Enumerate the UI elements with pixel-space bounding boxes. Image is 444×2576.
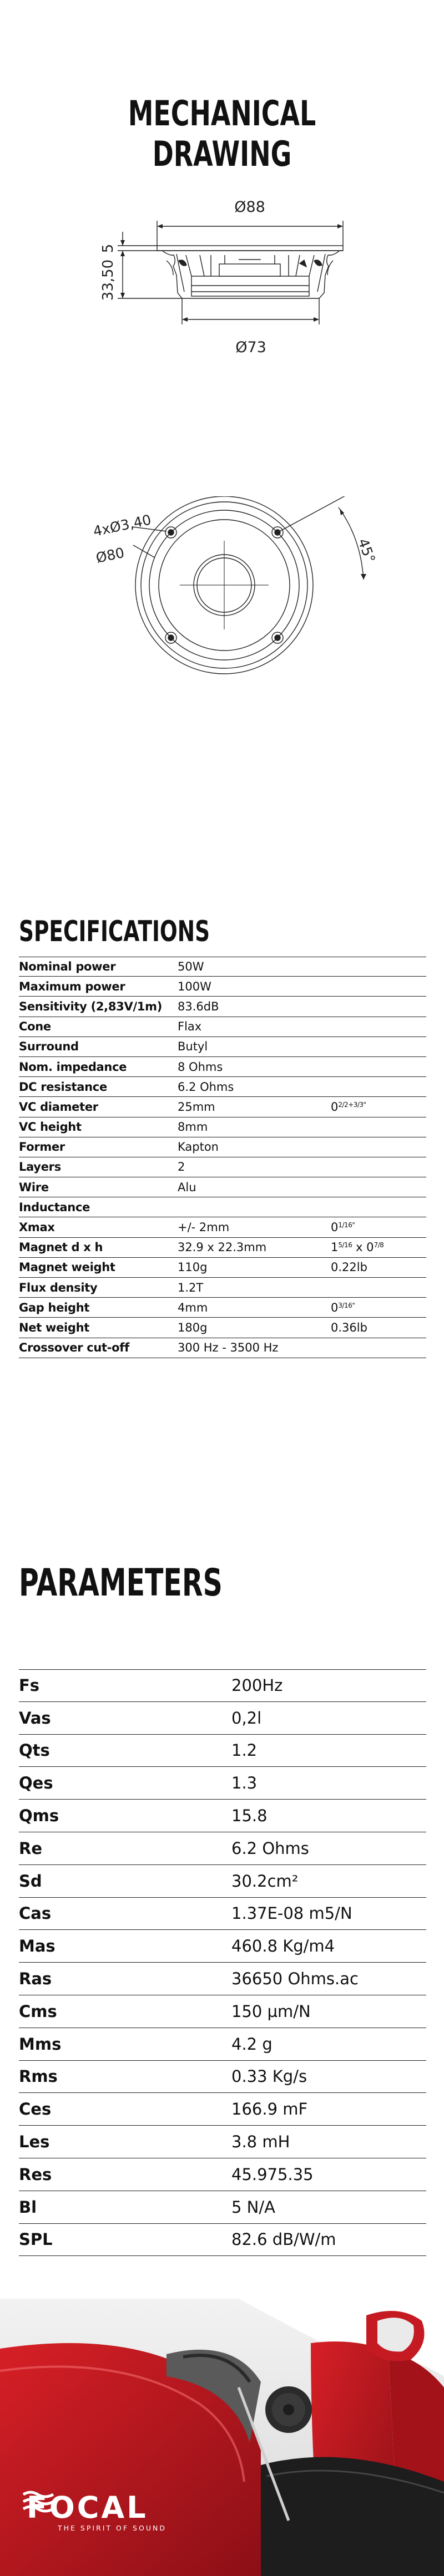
- spec-imperial-fraction: 2/2+3/3": [338, 1100, 366, 1109]
- car-interior-image: [0, 2299, 444, 2576]
- spec-value: Kapton: [178, 1140, 219, 1154]
- param-row: [19, 1898, 426, 1930]
- param-row: [19, 1735, 426, 1767]
- spec-imperial-whole: 0: [331, 1221, 339, 1234]
- param-value: 1.2: [231, 1741, 258, 1760]
- spec-value: 6.2 Ohms: [178, 1080, 234, 1094]
- spec-label: Layers: [19, 1160, 61, 1174]
- dim-mount-depth: 33,50: [100, 259, 117, 301]
- spec-row: [19, 997, 426, 1017]
- param-label: Ces: [19, 2100, 52, 2119]
- spec-imperial: [331, 1221, 426, 1234]
- spec-row: [19, 1077, 426, 1097]
- dim-flange-thickness: 5: [100, 243, 117, 253]
- spec-value: 25mm: [178, 1100, 215, 1114]
- spec-imperial-whole: 0: [331, 1300, 339, 1314]
- param-value: 1.3: [231, 1774, 258, 1793]
- spec-label: VC height: [19, 1120, 82, 1134]
- spec-label: VC diameter: [19, 1100, 98, 1114]
- focal-logo: [22, 2490, 167, 2532]
- param-value: 3.8 mH: [231, 2132, 290, 2152]
- spec-label: Maximum power: [19, 979, 125, 993]
- spec-imperial-whole: 0.36lb: [331, 1320, 367, 1334]
- param-value: 460.8 Kg/m4: [231, 1937, 335, 1956]
- spec-label: Magnet d x h: [19, 1241, 103, 1254]
- brand-name: FOCAL: [27, 2490, 148, 2525]
- param-value: 5 N/A: [231, 2197, 275, 2217]
- spec-row: [19, 1017, 426, 1037]
- param-label: Res: [19, 2165, 52, 2184]
- spec-row: [19, 1157, 426, 1177]
- spec-label: Surround: [19, 1040, 79, 1054]
- spec-imperial: [331, 1261, 426, 1274]
- param-label: Qes: [19, 1774, 53, 1793]
- param-label: Les: [19, 2132, 50, 2152]
- param-value: 1.37E-08 m5/N: [231, 1904, 352, 1923]
- dim-outer-diameter: Ø88: [234, 199, 265, 216]
- dim-bolt-circle: Ø80: [94, 544, 126, 566]
- spec-value: 110g: [178, 1261, 208, 1274]
- spec-label: Nom. impedance: [19, 1060, 127, 1074]
- spec-value: 300 Hz - 3500 Hz: [178, 1341, 279, 1355]
- speaker-front-view-drawing: [0, 496, 444, 679]
- spec-value: Alu: [178, 1180, 196, 1194]
- spec-imperial: [331, 1100, 426, 1114]
- param-row: [19, 1800, 426, 1832]
- spec-imperial-whole: 1: [331, 1241, 339, 1254]
- spec-imperial-fraction: 1/16": [338, 1221, 355, 1229]
- spec-label: Sensitivity (2,83V/1m): [19, 999, 163, 1013]
- spec-row: [19, 1258, 426, 1278]
- param-row: [19, 2093, 426, 2126]
- param-row: [19, 1995, 426, 2028]
- param-value: 166.9 mF: [231, 2100, 308, 2119]
- spec-row: [19, 1318, 426, 1338]
- spec-value: 50W: [178, 960, 204, 974]
- param-label: Rms: [19, 2067, 58, 2086]
- spec-imperial-whole-2: x 0: [352, 1241, 374, 1254]
- param-label: Vas: [19, 1708, 51, 1728]
- param-value: 0.33 Kg/s: [231, 2067, 307, 2086]
- spec-value: 180g: [178, 1320, 208, 1334]
- param-value: 15.8: [231, 1806, 268, 1826]
- param-row: [19, 1930, 426, 1963]
- spec-row: [19, 1137, 426, 1157]
- spec-label: Cone: [19, 1020, 51, 1034]
- parameters-table: [19, 1669, 426, 2256]
- param-value: 150 µm/N: [231, 2001, 311, 2021]
- spec-value: 1.2T: [178, 1281, 204, 1294]
- dim-angle: 45°: [355, 536, 379, 565]
- param-row: [19, 2191, 426, 2224]
- param-label: Fs: [19, 1676, 40, 1695]
- brand-tagline: THE SPIRIT OF SOUND: [58, 2524, 167, 2532]
- param-label: Cms: [19, 2001, 57, 2021]
- spec-value: 83.6dB: [178, 999, 219, 1013]
- param-row: [19, 1865, 426, 1898]
- param-row: [19, 1669, 426, 1702]
- param-label: Re: [19, 1838, 42, 1858]
- dim-mounting-holes: 4xØ3,40: [92, 511, 153, 540]
- param-row: [19, 1702, 426, 1735]
- spec-row: [19, 1177, 426, 1197]
- spec-row: [19, 1217, 426, 1237]
- spec-label: Net weight: [19, 1320, 90, 1334]
- spec-value: 2: [178, 1160, 185, 1174]
- spec-label: Wire: [19, 1180, 49, 1194]
- param-value: 36650 Ohms.ac: [231, 1969, 359, 1989]
- spec-label: Former: [19, 1140, 65, 1154]
- spec-row: [19, 1117, 426, 1137]
- spec-imperial-whole: 0: [331, 1100, 339, 1114]
- spec-imperial: [331, 1321, 426, 1334]
- spec-value: 32.9 x 22.3mm: [178, 1241, 267, 1254]
- param-value: 200Hz: [231, 1676, 283, 1695]
- spec-label: Magnet weight: [19, 1261, 115, 1274]
- spec-label: Nominal power: [19, 960, 116, 974]
- specifications-table: [19, 957, 426, 1358]
- param-label: Mas: [19, 1937, 56, 1956]
- param-row: [19, 1767, 426, 1800]
- param-value: 82.6 dB/W/m: [231, 2230, 336, 2249]
- spec-row: [19, 1097, 426, 1117]
- spec-row: [19, 1278, 426, 1298]
- specifications-title: SPECIFICATIONS: [19, 915, 210, 948]
- param-label: Mms: [19, 2034, 62, 2054]
- mechanical-drawing-title: MECHANICAL DRAWING: [128, 93, 316, 174]
- param-value: 6.2 Ohms: [231, 1838, 309, 1858]
- spec-imperial: [331, 1241, 426, 1254]
- spec-row: [19, 1037, 426, 1057]
- speaker-side-view-drawing: [0, 166, 444, 455]
- param-row: [19, 1963, 426, 1995]
- spec-label: Inductance: [19, 1200, 90, 1214]
- param-row: [19, 2224, 426, 2257]
- spec-value: 100W: [178, 979, 211, 993]
- param-label: Bl: [19, 2197, 37, 2217]
- spec-value: Butyl: [178, 1040, 208, 1054]
- param-value: 30.2cm²: [231, 1871, 299, 1891]
- spec-value: +/- 2mm: [178, 1221, 230, 1234]
- spec-value: Flax: [178, 1020, 202, 1034]
- spec-imperial-fraction: 5/16: [338, 1241, 352, 1249]
- spec-imperial: [331, 1301, 426, 1314]
- footer-banner: [0, 2299, 444, 2576]
- spec-row: [19, 1197, 426, 1217]
- spec-value: 8 Ohms: [178, 1060, 223, 1074]
- param-label: Cas: [19, 1904, 52, 1923]
- param-row: [19, 2028, 426, 2061]
- param-row: [19, 2126, 426, 2158]
- param-label: Qms: [19, 1806, 59, 1826]
- dim-magnet-diameter: Ø73: [235, 339, 266, 356]
- spec-value: 4mm: [178, 1300, 208, 1314]
- parameters-title: PARAMETERS: [19, 1561, 223, 1605]
- param-label: Qts: [19, 1741, 50, 1760]
- spec-row: [19, 1238, 426, 1258]
- spec-row: [19, 957, 426, 977]
- param-value: 0,2l: [231, 1708, 262, 1728]
- spec-label: Xmax: [19, 1221, 55, 1234]
- spec-label: Gap height: [19, 1300, 90, 1314]
- param-label: Ras: [19, 1969, 52, 1989]
- spec-row: [19, 1057, 426, 1077]
- spec-row: [19, 977, 426, 997]
- param-label: Sd: [19, 1871, 42, 1891]
- spec-label: DC resistance: [19, 1080, 107, 1094]
- param-value: 45.975.35: [231, 2165, 314, 2184]
- spec-label: Crossover cut-off: [19, 1341, 129, 1355]
- param-label: SPL: [19, 2230, 53, 2249]
- spec-imperial-whole: 0.22lb: [331, 1261, 367, 1274]
- param-row: [19, 2061, 426, 2094]
- param-row: [19, 2158, 426, 2191]
- spec-imperial-fraction: 3/16": [338, 1301, 355, 1309]
- spec-row: [19, 1338, 426, 1358]
- param-row: [19, 1832, 426, 1865]
- spec-row: [19, 1298, 426, 1318]
- spec-label: Flux density: [19, 1281, 98, 1294]
- spec-imperial-fraction-2: 7/8: [374, 1241, 384, 1249]
- param-value: 4.2 g: [231, 2034, 273, 2054]
- spec-value: 8mm: [178, 1120, 208, 1134]
